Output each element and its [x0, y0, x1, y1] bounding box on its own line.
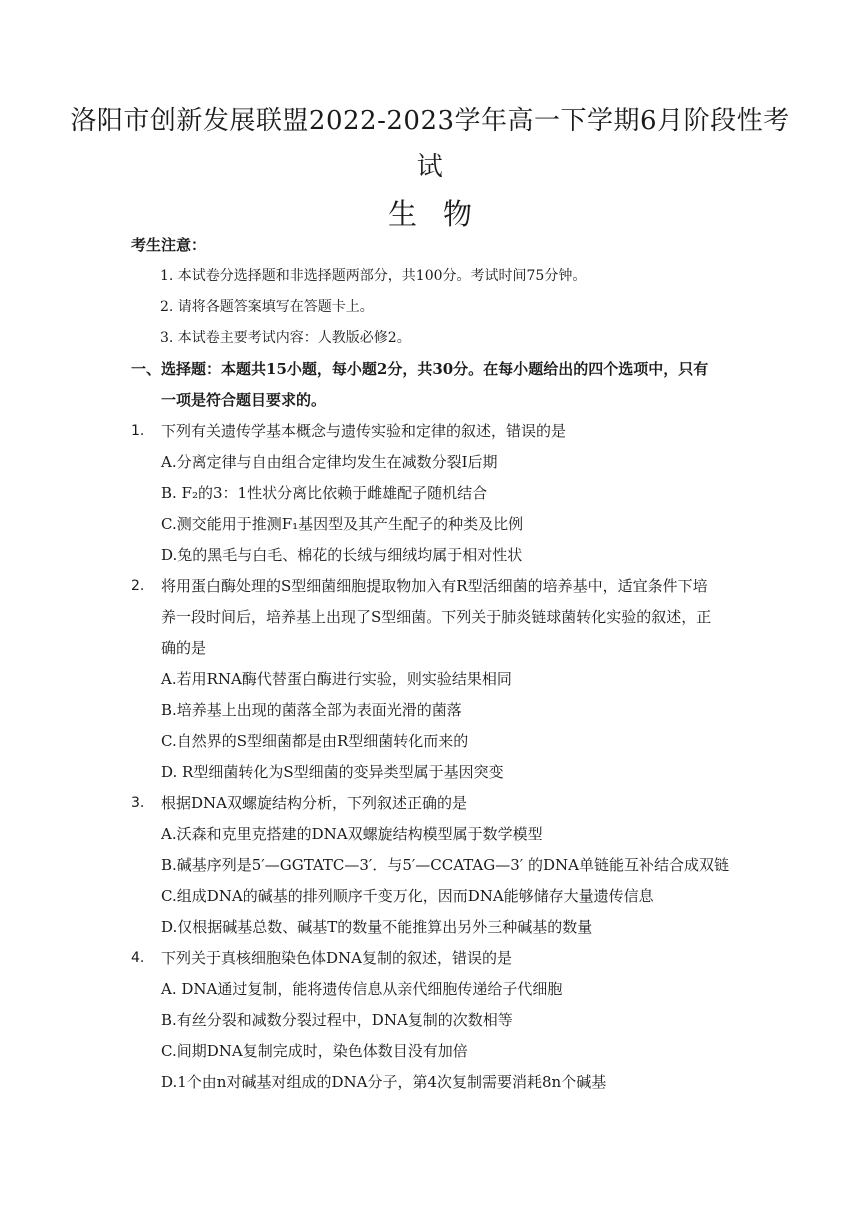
question-stem: 将用蛋白酶处理的S型细菌细胞提取物加入有R型活细菌的培养基中，适宜条件下培 [161, 577, 708, 595]
section-heading-cont: 一项是符合题目要求的。 [161, 391, 327, 409]
option-d: D.兔的黑毛与白毛、棉花的长绒与细绒均属于相对性状 [161, 546, 523, 564]
option-c: C.测交能用于推测F₁基因型及其产生配子的种类及比例 [161, 515, 524, 533]
question-number: 4. [131, 950, 145, 966]
option-b: B.有丝分裂和减数分裂过程中，DNA复制的次数相等 [161, 1011, 513, 1029]
option-a: A.若用RNA酶代替蛋白酶进行实验，则实验结果相同 [161, 670, 512, 688]
question-number: 3. [131, 795, 145, 811]
option-a: A.沃森和克里克搭建的DNA双螺旋结构模型属于数学模型 [161, 825, 543, 843]
option-a: A. DNA通过复制，能将遗传信息从亲代细胞传递给子代细胞 [161, 980, 563, 998]
option-c: C.自然界的S型细菌都是由R型细菌转化而来的 [161, 732, 469, 750]
exam-title-line2: 试 [416, 152, 444, 182]
option-d: D. R型细菌转化为S型细菌的变异类型属于基因突变 [161, 763, 504, 781]
exam-title-line1: 洛阳市创新发展联盟2022-2023学年高一下学期6月阶段性考 [70, 106, 790, 136]
question-stem: 下列有关遗传学基本概念与遗传实验和定律的叙述，错误的是 [161, 422, 567, 440]
option-b: B.培养基上出现的菌落全部为表面光滑的菌落 [161, 701, 462, 719]
option-c: C.组成DNA的碱基的排列顺序千变万化，因而DNA能够储存大量遗传信息 [161, 887, 654, 905]
question-stem: 养一段时间后，培养基上出现了S型细菌。下列关于肺炎链球菌转化实验的叙述，正 [161, 608, 712, 626]
option-b: B.碱基序列是5′—GGTATC—3′．与5′—CCATAG—3′ 的DNA单链能互补结合成双链 [161, 856, 729, 874]
option-d: D.仅根据碱基总数、碱基T的数量不能推算出另外三种碱基的数量 [161, 918, 593, 936]
question-number: 2. [131, 578, 145, 594]
option-b: B. F₂的3：1性状分离比依赖于雌雄配子随机结合 [161, 484, 488, 502]
question-stem: 确的是 [161, 639, 207, 657]
question-stem: 根据DNA双螺旋结构分析，下列叙述正确的是 [161, 794, 467, 812]
subject-title: 生物 [387, 197, 498, 231]
note-item: 2. 请将各题答案填写在答题卡上。 [160, 299, 374, 315]
option-a: A.分离定律与自由组合定律均发生在减数分裂Ⅰ后期 [161, 453, 498, 471]
note-item: 3. 本试卷主要考试内容：人教版必修2。 [160, 330, 411, 346]
option-c: C.间期DNA复制完成时，染色体数目没有加倍 [161, 1042, 468, 1060]
option-d: D.1个由n对碱基对组成的DNA分子，第4次复制需要消耗8n个碱基 [161, 1073, 607, 1091]
section-heading: 一、选择题：本题共15小题，每小题2分，共30分。在每小题给出的四个选项中，只有 [131, 360, 709, 378]
note-item: 1. 本试卷分选择题和非选择题两部分，共100分。考试时间75分钟。 [160, 268, 587, 284]
question-number: 1. [131, 423, 145, 439]
question-stem: 下列关于真核细胞染色体DNA复制的叙述，错误的是 [161, 949, 512, 967]
notes-heading: 考生注意： [131, 236, 207, 254]
